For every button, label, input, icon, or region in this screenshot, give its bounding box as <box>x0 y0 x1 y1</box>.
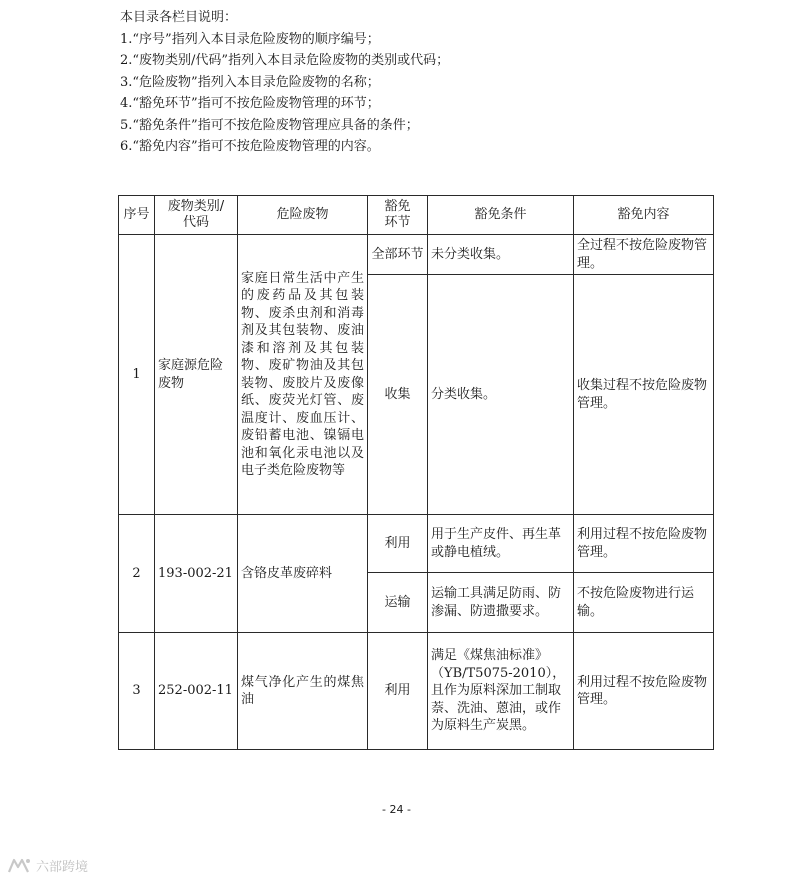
row-stage: 运输 <box>368 573 428 633</box>
row-seq: 3 <box>119 633 155 750</box>
row-condition: 满足《煤焦油标准》（YB/T5075-2010），且作为原料深加工制取萘、洗油、蒽油，或作为原料生产炭黑。 <box>428 633 574 750</box>
notes-item: 4.“豁免环节”指可不按危险废物管理的环节； <box>120 96 380 111</box>
row-condition: 运输工具满足防雨、防渗漏、防遗撒要求。 <box>428 573 574 633</box>
header-seq: 序号 <box>119 196 155 235</box>
row-waste: 煤气净化产生的煤焦油 <box>238 633 368 750</box>
row-code: 193-002-21 <box>155 515 238 633</box>
row-content: 利用过程不按危险废物管理。 <box>574 515 714 573</box>
notes-title: 本目录各栏目说明： <box>120 10 238 25</box>
row-content: 全过程不按危险废物管理。 <box>574 235 714 275</box>
row-seq: 1 <box>119 235 155 515</box>
header-waste: 危险废物 <box>238 196 368 235</box>
header-stage-line2: 环节 <box>384 215 411 230</box>
notes-item: 1.“序号”指列入本目录危险废物的顺序编号； <box>120 31 380 47</box>
table-row <box>119 633 714 750</box>
row-content: 不按危险废物进行运输。 <box>574 573 714 633</box>
row-condition: 用于生产皮件、再生革或静电植绒。 <box>428 515 574 573</box>
row-condition: 未分类收集。 <box>428 235 574 275</box>
header-code-line2: 代码 <box>182 215 209 230</box>
notes-item: 2.“废物类别/代码”指列入本目录危险废物的类别或代码； <box>120 53 450 68</box>
table-row <box>119 515 714 573</box>
header-code <box>155 196 238 235</box>
header-stage-line1: 豁免 <box>384 199 411 214</box>
row-stage: 利用 <box>368 633 428 750</box>
logo-mark-icon <box>6 857 32 875</box>
header-stage <box>368 196 428 235</box>
table-row <box>119 235 714 275</box>
row-content: 利用过程不按危险废物管理。 <box>574 633 714 750</box>
notes-item: 6.“豁免内容”指可不按危险废物管理的内容。 <box>120 139 380 154</box>
table-header-row <box>119 196 714 235</box>
row-waste: 含铬皮革废碎料 <box>238 515 368 633</box>
notes-section <box>120 7 449 158</box>
page-number: - 24 - <box>382 803 411 816</box>
notes-item: 5.“豁免条件”指可不按危险废物管理应具备的条件； <box>120 117 419 133</box>
header-content: 豁免内容 <box>574 196 714 235</box>
row-code: 家庭源危险废物 <box>155 235 238 515</box>
row-stage: 收集 <box>368 275 428 515</box>
row-stage: 全部环节 <box>368 235 428 275</box>
row-seq: 2 <box>119 515 155 633</box>
header-code-line1: 废物类别/ <box>167 199 225 214</box>
row-code: 252-002-11 <box>155 633 238 750</box>
watermark <box>6 856 88 875</box>
header-condition: 豁免条件 <box>428 196 574 235</box>
watermark-text: 六部跨境 <box>36 860 89 875</box>
notes-item: 3.“危险废物”指列入本目录危险废物的名称； <box>120 74 380 90</box>
row-waste: 家庭日常生活中产生的废药品及其包装物、废杀虫剂和消毒剂及其包装物、废油漆和溶剂及其包装物、废矿物油及其包装物、废胶片及废像纸、废荧光灯管、废温度计、废血压计、废铅蓄电池、镍镉电池和氧化汞电池以及电子类危险废物等 <box>238 235 368 515</box>
row-condition: 分类收集。 <box>428 275 574 515</box>
row-stage: 利用 <box>368 515 428 573</box>
exemption-table <box>118 195 714 750</box>
row-content: 收集过程不按危险废物管理。 <box>574 275 714 515</box>
